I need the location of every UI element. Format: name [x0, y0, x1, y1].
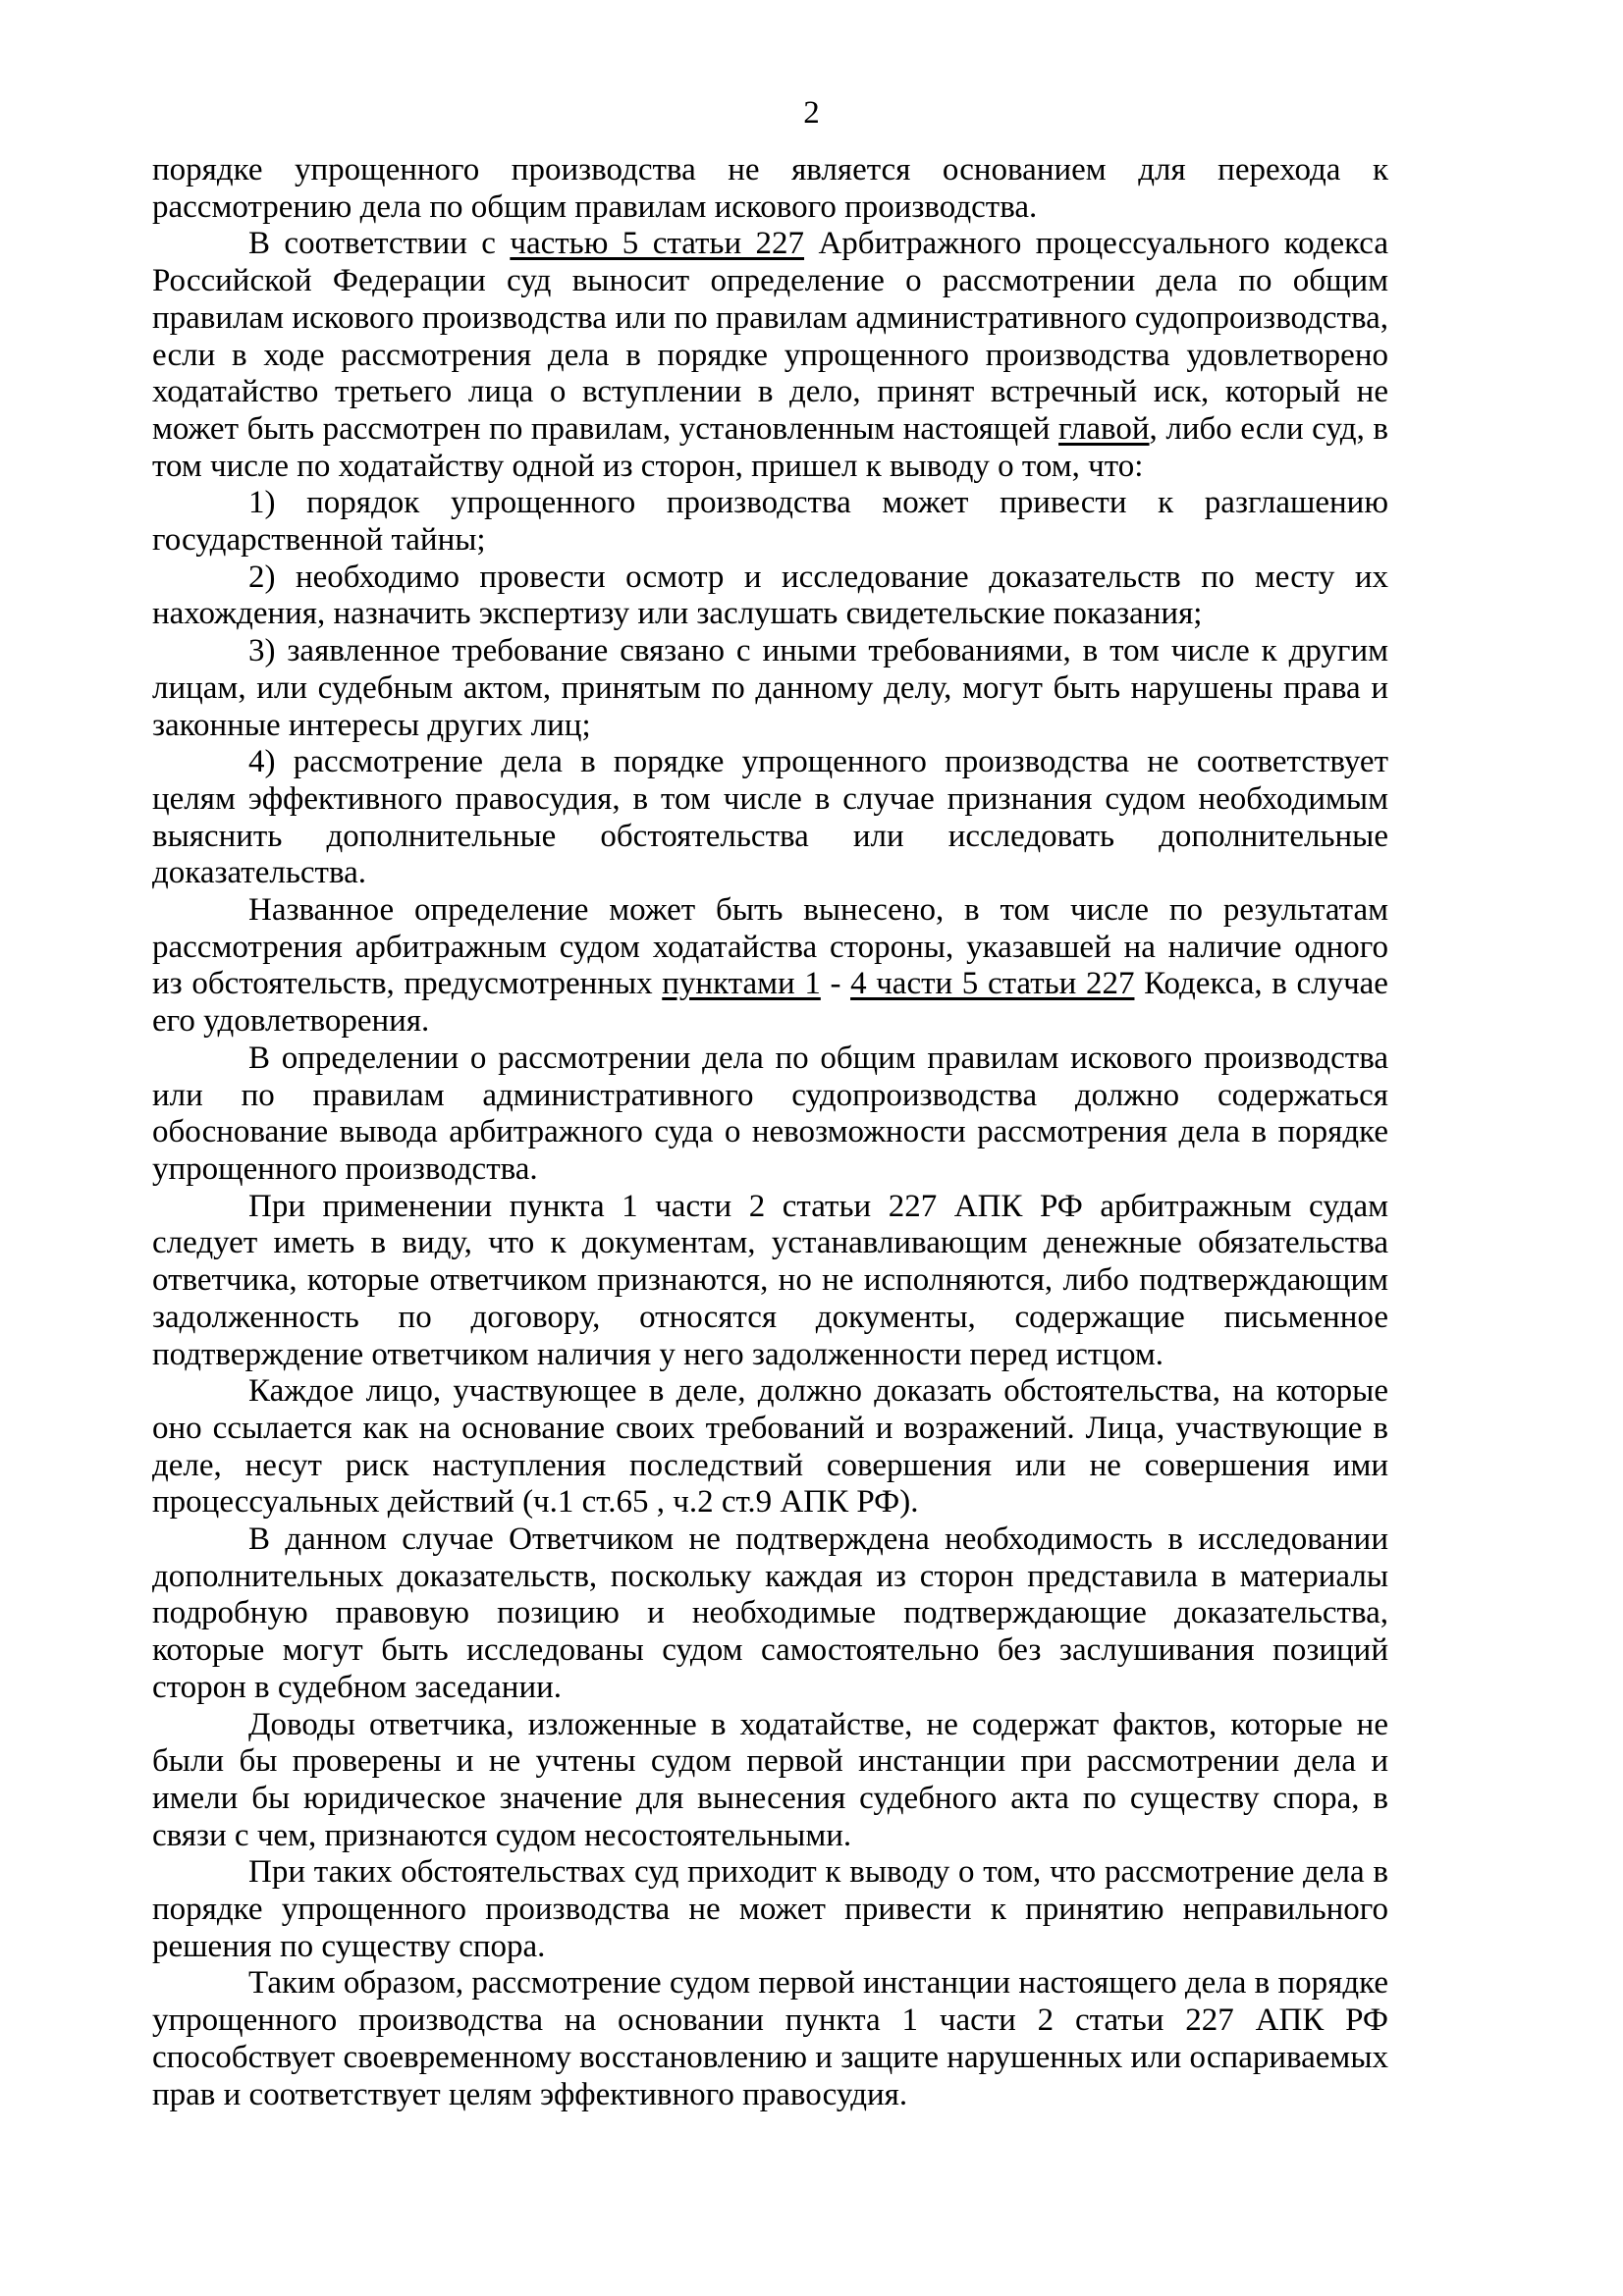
underlined-citation: частью 5 статьи 227 — [510, 226, 805, 262]
paragraph — [152, 892, 1388, 1041]
text-run: При применении пункта 1 части 2 статьи 227 АПК РФ арбитражным судам следует иметь в виду, что к документам, устанавливающим денежные обязательства ответчика, которые ответчиком признаются, но не исполняются, либо подтверждающим задолженность по договору, относятся документы, содержащие письменное подтверждение ответчиком наличия у него задолженности перед истцом. — [152, 1188, 1388, 1372]
page-number: 2 — [803, 95, 820, 131]
paragraph — [152, 152, 1388, 226]
text-run: Арбитражного процессуального кодекса Российской Федерации суд выносит определение о рассмотрении дела по общим правилам искового производства или по правилам административного судопроизводства, если в ходе рассмотрения дела в порядке упрощенного производства удовлетворено ходатайство третьего лица о вступлении в дело, принят встречный иск, который не может быть рассмотрен по правилам, установленным настоящей — [152, 226, 1388, 447]
text-run: Каждое лицо, участвующее в деле, должно доказать обстоятельства, на которые оно ссылается как на основание своих требований и возражений. Лица, участвующие в деле, несут риск наступления последствий совершения или не совершения ими процессуальных действий (ч.1 ст.65 , ч.2 ст.9 АПК РФ). — [152, 1373, 1388, 1521]
text-run: Доводы ответчика, изложенные в ходатайстве, не содержат фактов, которые не были бы проверены и не учтены судом первой инстанции при рассмотрении дела и имели бы юридическое значение для вынесения судебного акта по существу спора, в связи с чем, признаются судом несостоятельными. — [152, 1706, 1388, 1853]
text-run: - — [820, 966, 851, 1002]
document-body — [152, 152, 1388, 2113]
text-run: 1) порядок упрощенного производства может привести к разглашению государственной тайны; — [152, 485, 1388, 559]
paragraph — [152, 1965, 1388, 2113]
text-run: При таких обстоятельствах суд приходит к выводу о том, что рассмотрение дела в порядке упрощенного производства не может привести к принятию неправильного решения по существу спора. — [152, 1854, 1388, 1964]
paragraph — [152, 560, 1388, 633]
paragraph — [152, 485, 1388, 559]
paragraph — [152, 1041, 1388, 1189]
paragraph — [152, 1854, 1388, 1965]
paragraph — [152, 226, 1388, 485]
text-run: Таким образом, рассмотрение судом первой инстанции настоящего дела в порядке упрощенного производства на основании пункта 1 части 2 статьи 227 АПК РФ способствует своевременному восстановлению и защите нарушенных или оспариваемых прав и соответствует целям эффективного правосудия. — [152, 1965, 1388, 2112]
paragraph — [152, 744, 1388, 892]
text-run: 2) необходимо провести осмотр и исследование доказательств по месту их нахождения, назначить экспертизу или заслушать свидетельские показания; — [152, 559, 1388, 632]
text-run: Кодекса, в случае его удовлетворения. — [152, 966, 1388, 1040]
paragraph — [152, 1373, 1388, 1522]
text-run: 4) рассмотрение дела в порядке упрощенного производства не соответствует целям эффективного правосудия, в том числе в случае признания судом необходимым выяснить дополнительные обстоятельства или исследовать дополнительные доказательства. — [152, 744, 1388, 891]
text-run: порядке упрощенного производства не является основанием для перехода к рассмотрению дела по общим правилам искового производства. — [152, 152, 1388, 225]
text-run: В определении о рассмотрении дела по общим правилам искового производства или по правилам административного судопроизводства должно содержаться обоснование вывода арбитражного суда о невозможности рассмотрения дела в порядке упрощенного производства. — [152, 1040, 1388, 1187]
text-run: 3) заявленное требование связано с иными требованиями, в том числе к другим лицам, или судебным актом, принятым по данному делу, могут быть нарушены права и законные интересы других лиц; — [152, 633, 1388, 743]
underlined-citation: главой — [1058, 410, 1150, 447]
text-run: , либо если суд, в том числе по ходатайству одной из сторон, пришел к выводу о том, что: — [152, 410, 1389, 484]
text-run: В данном случае Ответчиком не подтверждена необходимость в исследовании дополнительных доказательств, поскольку каждая из сторон представила в материалы подробную правовую позицию и необходимые подтверждающие доказательства, которые могут быть исследованы судом самостоятельно без заслушивания позиций сторон в судебном заседании. — [152, 1522, 1388, 1705]
underlined-citation: пунктами 1 — [662, 966, 821, 1002]
paragraph — [152, 1707, 1388, 1855]
paragraph — [152, 1189, 1388, 1374]
text-run: В соответствии с — [248, 226, 511, 262]
paragraph — [152, 633, 1388, 744]
text-run: Названное определение может быть вынесено, в том числе по результатам рассмотрения арбитражным судом ходатайства стороны, указавшей на наличие одного из обстоятельств, предусмотренных — [152, 892, 1388, 1002]
underlined-citation: 4 части 5 статьи 227 — [850, 966, 1135, 1002]
paragraph — [152, 1522, 1388, 1707]
